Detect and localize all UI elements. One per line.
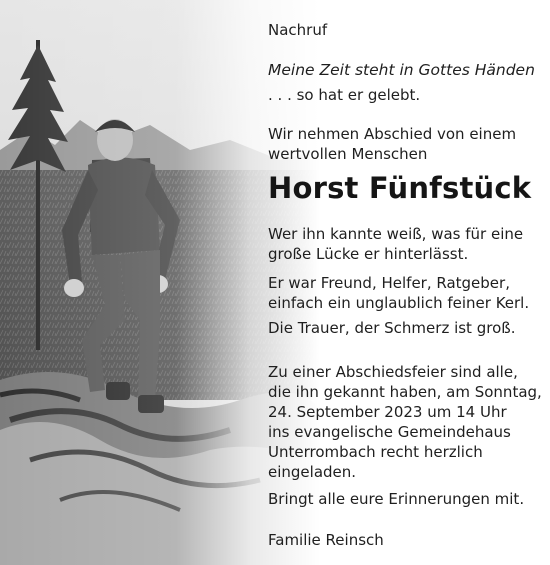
paragraph-line: Bringt alle eure Erinnerungen mit. xyxy=(268,490,525,508)
paragraph-line: Unterrombach recht herzlich xyxy=(268,443,483,461)
quote-subline: . . . so hat er gelebt. xyxy=(268,86,421,104)
paragraph-line: Wer ihn kannte weiß, was für eine xyxy=(268,225,524,243)
paragraph-line: Zu einer Abschiedsfeier sind alle, xyxy=(268,363,518,381)
intro-text xyxy=(268,124,538,164)
paragraph-line: die ihn gekannt haben, am Sonntag, xyxy=(268,383,542,401)
notice-type: Nachruf xyxy=(268,21,328,39)
paragraph-friend xyxy=(268,273,543,313)
paragraph-line: ins evangelische Gemeindehaus xyxy=(268,423,511,441)
paragraph-line: einfach ein unglaublich feiner Kerl. xyxy=(268,294,530,312)
intro-line: Wir nehmen Abschied von einem xyxy=(268,125,517,143)
paragraph-grief xyxy=(268,318,543,338)
signature: Familie Reinsch xyxy=(268,531,384,549)
paragraph-line: Er war Freund, Helfer, Ratgeber, xyxy=(268,274,510,292)
paragraph-line: Die Trauer, der Schmerz ist groß. xyxy=(268,319,516,337)
intro-line: wertvollen Menschen xyxy=(268,145,428,163)
paragraph-memories xyxy=(268,489,543,509)
paragraph-ceremony xyxy=(268,362,543,482)
paragraph-loss xyxy=(268,224,543,264)
paragraph-line: große Lücke er hinterlässt. xyxy=(268,245,469,263)
paragraph-line: 24. September 2023 um 14 Uhr xyxy=(268,403,507,421)
quote: Meine Zeit steht in Gottes Händen xyxy=(268,61,535,79)
paragraph-line: eingeladen. xyxy=(268,463,357,481)
deceased-name: Horst Fünfstück xyxy=(268,171,532,205)
